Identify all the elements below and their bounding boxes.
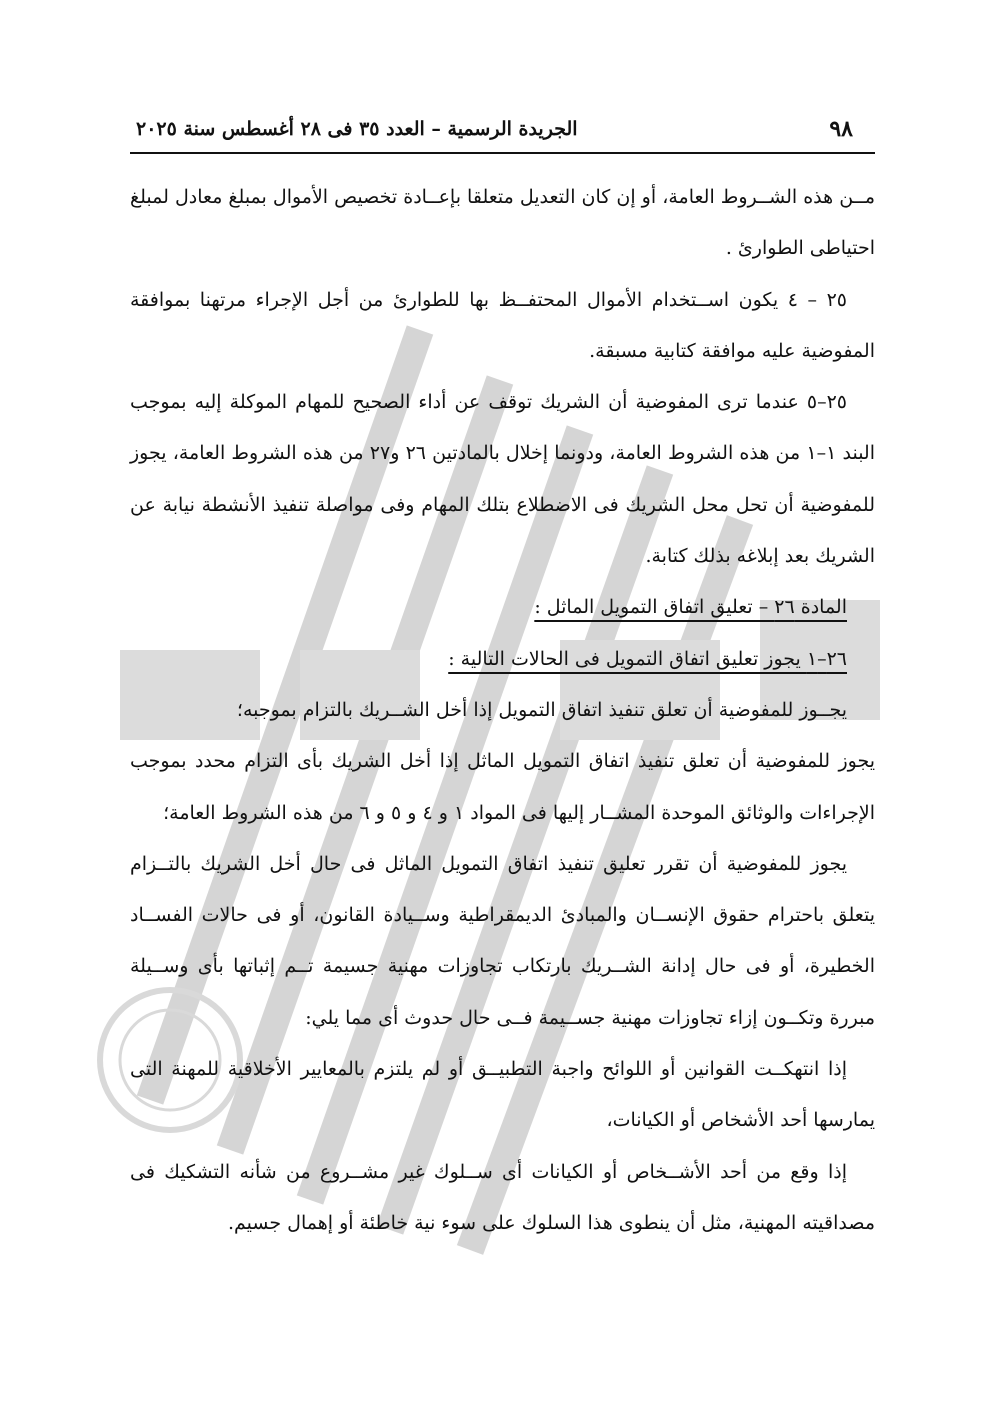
page-number: ٩٨	[829, 116, 853, 142]
paragraph-25-5: ٢٥–٥ عندما ترى المفوضية أن الشريك توقف عن أداء الصحيح للمهام الموكلة إليه بموجب البند ١–١ من هذه الشروط العامة، ودونما إخلال بالمادتين ٢٦ و٢٧ من هذه الشروط العامة، يجوز للمفوضية أن تحل محل الشريك فى الاضطلاع بتلك المهام وفى مواصلة تنفيذ الأنشطة نيابة عن الشريك بعد إبلاغه بذلك كتابة.	[130, 391, 875, 568]
paragraph-suspension-3: يجوز للمفوضية أن تقرر تعليق تنفيذ اتفاق التمويل الماثل فى حال أخل الشريك بالتــزام يتعلق باحترام حقوق الإنســان والمبادئ الديمقراطية وســيادة القانون، أو فى حالات الفســاد الخطيرة، أو فى حال إدانة الشــريك بارتكاب تجاوزات مهنية جسيمة تــم إثباتها بأى وســيلة مبررة وتكــون إزاء تجاوزات مهنية جســيمة فــى حال حدوث أى مما يلي:	[130, 852, 875, 1029]
gazette-title: الجريدة الرسمية – العدد ٣٥ فى ٢٨ أغسطس سنة ٢٠٢٥	[136, 118, 578, 140]
page	[130, 112, 875, 1249]
paragraph-suspension-1: يجــوز للمفوضية أن تعلق تنفيذ اتفاق التمويل إذا أخل الشــريك بالتزام بموجبه؛	[236, 698, 847, 721]
article-26-heading: المادة ٢٦ – تعليق اتفاق التمويل الماثل :	[534, 596, 847, 619]
paragraph-25-4: ٢٥ – ٤ يكون اســتخدام الأموال المحتفــظ بها للطوارئ من أجل الإجراء مرتهنا بموافقة المفوضية عليه موافقة كتابية مسبقة.	[130, 288, 875, 362]
paragraph-suspension-2: يجوز للمفوضية أن تعلق تنفيذ اتفاق التمويل الماثل إذا أخل الشريك بأى التزام محدد بموجب الإجراءات والوثائق الموحدة المشــار إليها فى المواد ١ و ٤ و ٥ و ٦ من هذه الشروط العامة؛	[130, 750, 875, 824]
paragraph-violation-2: إذا وقع من أحد الأشــخاص أو الكيانات أى ســلوك غير مشــروع من شأنه التشكيك فى مصداقيته المهنية، مثل أن ينطوى هذا السلوك على سوء نية خاطئة أو إهمال جسيم.	[130, 1160, 875, 1234]
page-header	[130, 112, 875, 154]
paragraph-violation-1: إذا انتهكــت القوانين أو اللوائح واجبة التطبيــق أو لم يلتزم بالمعايير الأخلاقية للمهنة التى يمارسها أحد الأشخاص أو الكيانات،	[130, 1058, 875, 1132]
paragraph-continuation: مــن هذه الشــروط العامة، أو إن كان التعديل متعلقا بإعــادة تخصيص الأموال بمبلغ معادل لمبلغ احتياطى الطوارئ .	[130, 186, 875, 260]
document-body	[130, 172, 875, 1249]
paragraph-26-1-heading: ٢٦–١ يجوز تعليق اتفاق التمويل فى الحالات التالية :	[448, 647, 847, 670]
